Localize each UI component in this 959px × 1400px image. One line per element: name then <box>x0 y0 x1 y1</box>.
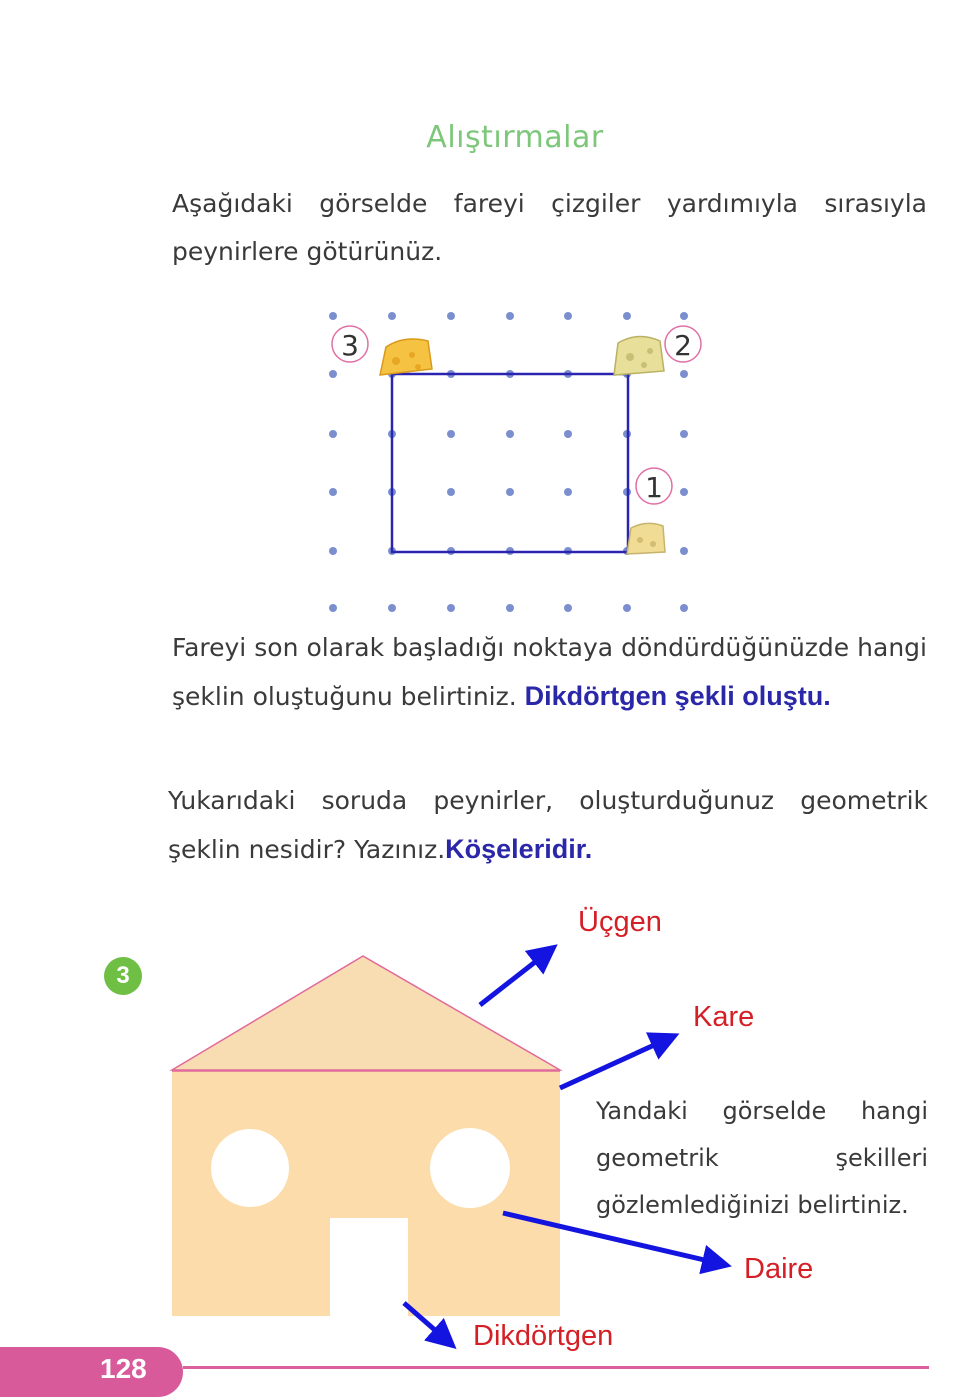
label-triangle: Üçgen <box>578 906 662 938</box>
label-circle: Daire <box>744 1253 814 1285</box>
page-number: 128 <box>100 1353 147 1384</box>
exercise3-number-badge: 3 <box>104 957 142 995</box>
arrow-square <box>560 1036 674 1088</box>
house-door-rectangle <box>330 1218 408 1316</box>
label-rectangle: Dikdörtgen <box>473 1320 614 1352</box>
exercise1-instruction: Aşağıdaki görselde fareyi çizgiler yardımıyla sırasıyla peynirlere götürünüz. <box>172 189 927 266</box>
house-window-circle-left <box>211 1129 289 1207</box>
exercise1-answer: Dikdörtgen şekli oluştu. <box>524 681 831 711</box>
exercise2-question: Yukarıdaki soruda peynirler, oluşturduğunuz geometrik şeklin nesidir? Yazınız. <box>168 786 928 864</box>
exercise2-answer: Köşeleridir. <box>445 834 593 864</box>
label-1: 1 <box>645 471 663 504</box>
house-roof-triangle <box>172 956 560 1070</box>
exercise3-instruction: Yandaki görselde hangi geometrik şekilleri gözlemlediğinizi belirtiniz. <box>596 1097 928 1219</box>
house-window-circle-right <box>430 1128 510 1208</box>
page-heading: Alıştırmalar <box>426 120 604 155</box>
arrow-triangle <box>480 948 553 1005</box>
label-2: 2 <box>674 329 692 362</box>
label-square: Kare <box>693 1001 755 1033</box>
label-3: 3 <box>341 329 359 362</box>
exercise1-question: Fareyi son olarak başladığı noktaya döndürdüğünüzde hangi şeklin oluştuğunu belirtiniz. <box>172 633 927 711</box>
footer-line <box>183 1366 929 1369</box>
